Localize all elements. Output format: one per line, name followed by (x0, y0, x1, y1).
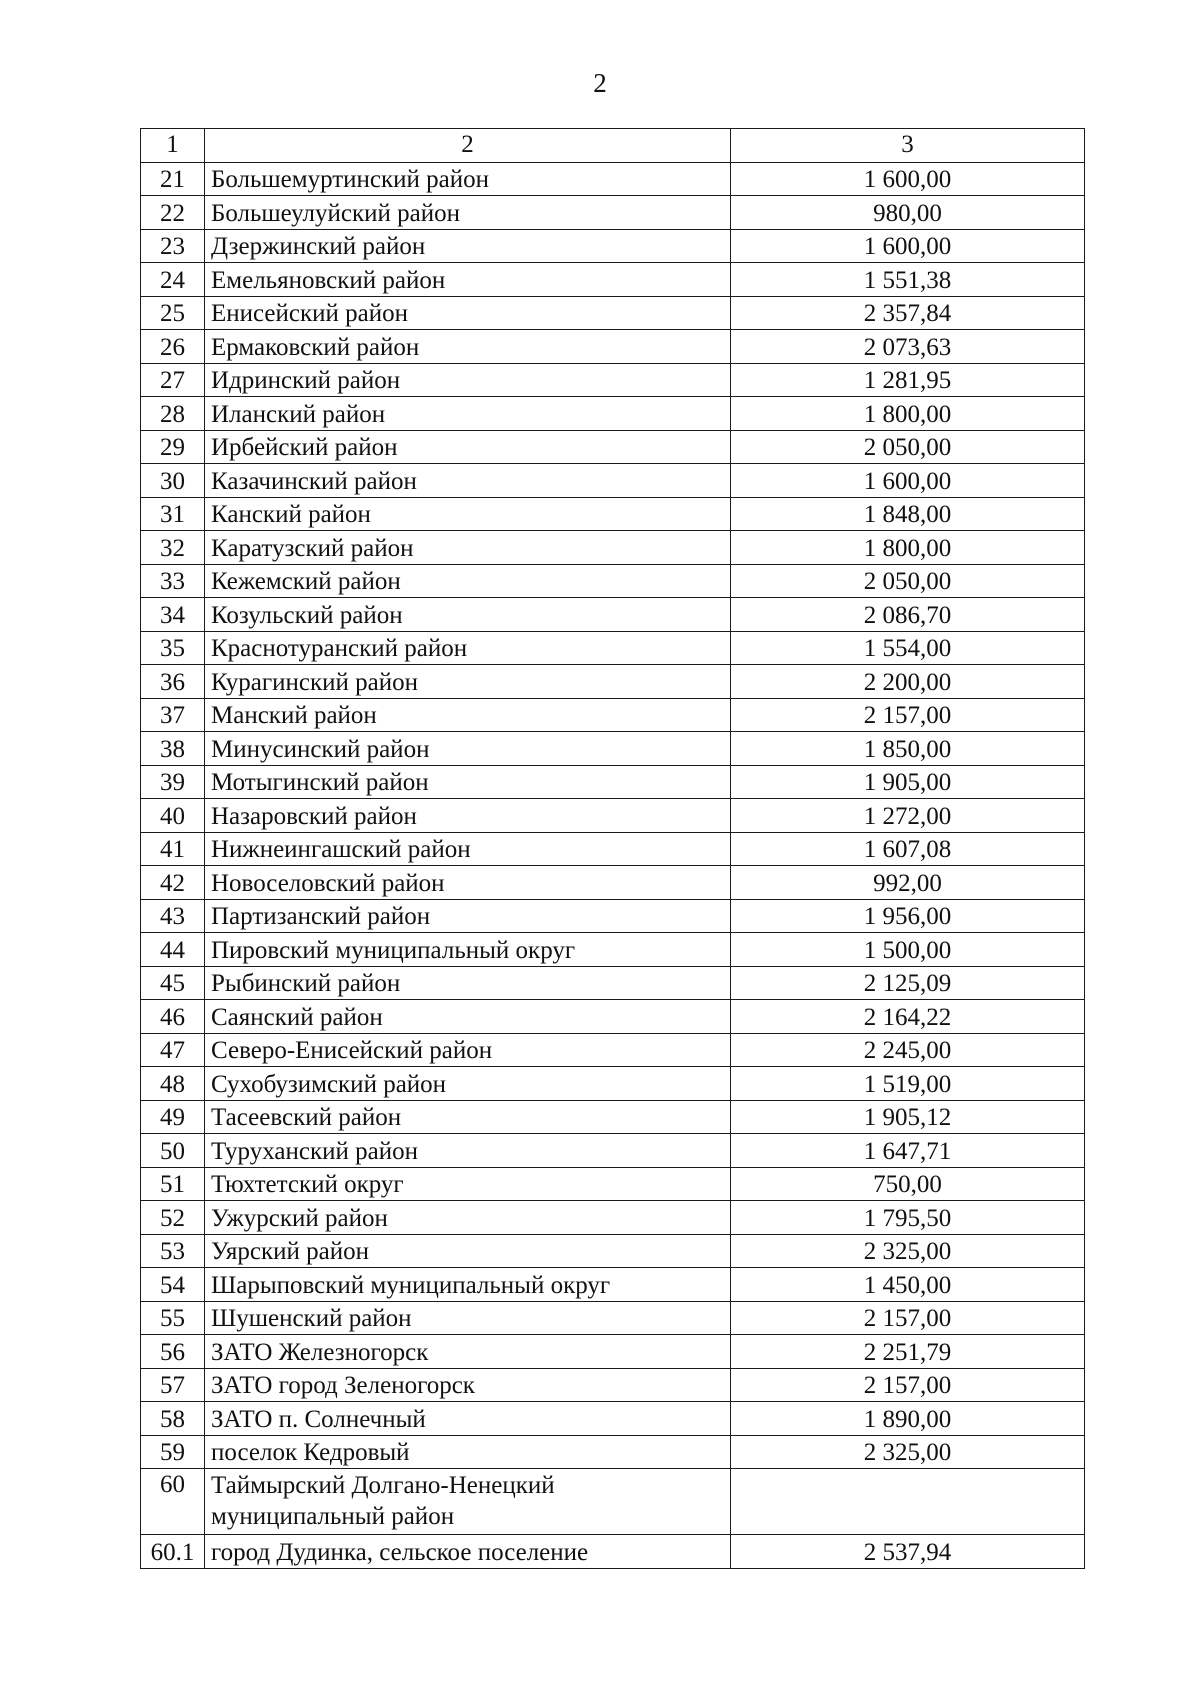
row-number: 50 (141, 1134, 205, 1168)
row-number: 56 (141, 1335, 205, 1369)
amount-value: 2 157,00 (731, 1301, 1085, 1335)
municipality-name: Шушенский район (205, 1301, 731, 1335)
row-number: 54 (141, 1268, 205, 1302)
amount-value: 1 281,95 (731, 363, 1085, 397)
row-number: 23 (141, 229, 205, 263)
amount-value: 1 905,12 (731, 1100, 1085, 1134)
amount-value: 1 800,00 (731, 397, 1085, 431)
row-number: 26 (141, 330, 205, 364)
amount-value: 1 890,00 (731, 1402, 1085, 1436)
municipality-name: поселок Кедровый (205, 1435, 731, 1469)
municipality-name: Минусинский район (205, 732, 731, 766)
amount-value: 992,00 (731, 866, 1085, 900)
municipality-name: Емельяновский район (205, 263, 731, 297)
row-number: 44 (141, 933, 205, 967)
row-number: 36 (141, 665, 205, 699)
row-number: 60 (141, 1469, 205, 1535)
table-row (141, 464, 1085, 498)
table-header-row (141, 129, 1085, 163)
amount-value: 2 157,00 (731, 698, 1085, 732)
table-row (141, 1301, 1085, 1335)
municipality-name: Ермаковский район (205, 330, 731, 364)
amount-value: 1 800,00 (731, 531, 1085, 565)
amount-value: 1 500,00 (731, 933, 1085, 967)
allocation-table (140, 128, 1085, 1569)
row-number: 34 (141, 598, 205, 632)
municipality-name: Манский район (205, 698, 731, 732)
municipality-name: Назаровский район (205, 799, 731, 833)
table-row (141, 765, 1085, 799)
table-row (141, 263, 1085, 297)
amount-value: 2 157,00 (731, 1368, 1085, 1402)
municipality-name: ЗАТО город Зеленогорск (205, 1368, 731, 1402)
row-number: 49 (141, 1100, 205, 1134)
amount-value: 2 537,94 (731, 1535, 1085, 1569)
amount-value: 2 325,00 (731, 1234, 1085, 1268)
row-number: 40 (141, 799, 205, 833)
municipality-name: Пировский муниципальный округ (205, 933, 731, 967)
amount-value: 2 164,22 (731, 1000, 1085, 1034)
municipality-name: Кежемский район (205, 564, 731, 598)
row-number: 45 (141, 966, 205, 1000)
municipality-name: Дзержинский район (205, 229, 731, 263)
amount-value: 2 050,00 (731, 430, 1085, 464)
row-number: 53 (141, 1234, 205, 1268)
row-number: 21 (141, 162, 205, 196)
municipality-name: Большемуртинский район (205, 162, 731, 196)
header-col-1: 1 (141, 129, 205, 163)
municipality-name: Таймырский Долгано-Ненецкий муниципальный район (205, 1469, 731, 1535)
municipality-name: Северо-Енисейский район (205, 1033, 731, 1067)
table-row (141, 598, 1085, 632)
amount-value: 1 905,00 (731, 765, 1085, 799)
municipality-name: Новоселовский район (205, 866, 731, 900)
table-row (141, 665, 1085, 699)
amount-value: 1 848,00 (731, 497, 1085, 531)
municipality-name: Иланский район (205, 397, 731, 431)
table-row (141, 1033, 1085, 1067)
row-number: 43 (141, 899, 205, 933)
row-number: 27 (141, 363, 205, 397)
table-row (141, 1000, 1085, 1034)
amount-value: 2 086,70 (731, 598, 1085, 632)
amount-value: 1 450,00 (731, 1268, 1085, 1302)
row-number: 46 (141, 1000, 205, 1034)
table-body (141, 129, 1085, 1569)
row-number: 41 (141, 832, 205, 866)
table-row (141, 1201, 1085, 1235)
amount-value: 2 251,79 (731, 1335, 1085, 1369)
row-number: 52 (141, 1201, 205, 1235)
row-number: 37 (141, 698, 205, 732)
municipality-name: город Дудинка, сельское поселение (205, 1535, 731, 1569)
table-row (141, 1535, 1085, 1569)
table-row (141, 363, 1085, 397)
row-number: 38 (141, 732, 205, 766)
row-number: 51 (141, 1167, 205, 1201)
table-row (141, 1402, 1085, 1436)
table-row (141, 799, 1085, 833)
table-row (141, 1167, 1085, 1201)
table-row (141, 1067, 1085, 1101)
municipality-name: Казачинский район (205, 464, 731, 498)
table-row (141, 732, 1085, 766)
table-row (141, 330, 1085, 364)
municipality-name: Партизанский район (205, 899, 731, 933)
municipality-name: Курагинский район (205, 665, 731, 699)
row-number: 39 (141, 765, 205, 799)
municipality-name: Тюхтетский округ (205, 1167, 731, 1201)
municipality-name: Ужурский район (205, 1201, 731, 1235)
amount-value: 1 607,08 (731, 832, 1085, 866)
municipality-name: Енисейский район (205, 296, 731, 330)
municipality-name: Козульский район (205, 598, 731, 632)
table-row (141, 933, 1085, 967)
municipality-name: Сухобузимский район (205, 1067, 731, 1101)
municipality-name: Мотыгинский район (205, 765, 731, 799)
row-number: 32 (141, 531, 205, 565)
header-col-3: 3 (731, 129, 1085, 163)
municipality-name: Идринский район (205, 363, 731, 397)
municipality-name: Нижнеингашский район (205, 832, 731, 866)
amount-value: 1 600,00 (731, 162, 1085, 196)
amount-value: 1 600,00 (731, 229, 1085, 263)
table-row (141, 966, 1085, 1000)
municipality-name: Канский район (205, 497, 731, 531)
row-number: 33 (141, 564, 205, 598)
table-row (141, 832, 1085, 866)
row-number: 55 (141, 1301, 205, 1335)
table-row (141, 899, 1085, 933)
table-row (141, 1268, 1085, 1302)
row-number: 42 (141, 866, 205, 900)
row-number: 30 (141, 464, 205, 498)
municipality-name: Рыбинский район (205, 966, 731, 1000)
row-number: 25 (141, 296, 205, 330)
page-number: 2 (593, 68, 607, 98)
amount-value: 2 125,09 (731, 966, 1085, 1000)
municipality-name: Уярский район (205, 1234, 731, 1268)
municipality-name: Краснотуранский район (205, 631, 731, 665)
row-number: 24 (141, 263, 205, 297)
row-number: 29 (141, 430, 205, 464)
amount-value (731, 1469, 1085, 1535)
table-row (141, 1435, 1085, 1469)
amount-value: 1 647,71 (731, 1134, 1085, 1168)
municipality-name: Ирбейский район (205, 430, 731, 464)
table-row (141, 229, 1085, 263)
row-number: 60.1 (141, 1535, 205, 1569)
row-number: 58 (141, 1402, 205, 1436)
amount-value: 980,00 (731, 196, 1085, 230)
municipality-name: Тасеевский район (205, 1100, 731, 1134)
row-number: 57 (141, 1368, 205, 1402)
amount-value: 1 519,00 (731, 1067, 1085, 1101)
table-row (141, 1134, 1085, 1168)
municipality-name: ЗАТО Железногорск (205, 1335, 731, 1369)
table-row (141, 1234, 1085, 1268)
table-row (141, 631, 1085, 665)
amount-value: 2 200,00 (731, 665, 1085, 699)
table-row (141, 497, 1085, 531)
amount-value: 2 245,00 (731, 1033, 1085, 1067)
table-row (141, 866, 1085, 900)
amount-value: 2 357,84 (731, 296, 1085, 330)
row-number: 35 (141, 631, 205, 665)
amount-value: 2 073,63 (731, 330, 1085, 364)
table-row (141, 162, 1085, 196)
header-col-2: 2 (205, 129, 731, 163)
table-row (141, 564, 1085, 598)
amount-value: 1 850,00 (731, 732, 1085, 766)
amount-value: 2 325,00 (731, 1435, 1085, 1469)
table-row (141, 1335, 1085, 1369)
municipality-name: Туруханский район (205, 1134, 731, 1168)
table-row (141, 1100, 1085, 1134)
row-number: 22 (141, 196, 205, 230)
row-number: 28 (141, 397, 205, 431)
table-row (141, 296, 1085, 330)
table-row (141, 397, 1085, 431)
amount-value: 1 554,00 (731, 631, 1085, 665)
table-row (141, 531, 1085, 565)
municipality-name: Шарыповский муниципальный округ (205, 1268, 731, 1302)
row-number: 48 (141, 1067, 205, 1101)
amount-value: 1 795,50 (731, 1201, 1085, 1235)
amount-value: 1 551,38 (731, 263, 1085, 297)
amount-value: 1 272,00 (731, 799, 1085, 833)
municipality-name: Каратузский район (205, 531, 731, 565)
amount-value: 1 956,00 (731, 899, 1085, 933)
table-row (141, 196, 1085, 230)
table-row (141, 1368, 1085, 1402)
amount-value: 750,00 (731, 1167, 1085, 1201)
row-number: 59 (141, 1435, 205, 1469)
table-row (141, 698, 1085, 732)
row-number: 47 (141, 1033, 205, 1067)
table-row (141, 430, 1085, 464)
table-row (141, 1469, 1085, 1535)
amount-value: 2 050,00 (731, 564, 1085, 598)
row-number: 31 (141, 497, 205, 531)
municipality-name: Саянский район (205, 1000, 731, 1034)
municipality-name: Большеулуйский район (205, 196, 731, 230)
municipality-name: ЗАТО п. Солнечный (205, 1402, 731, 1436)
amount-value: 1 600,00 (731, 464, 1085, 498)
